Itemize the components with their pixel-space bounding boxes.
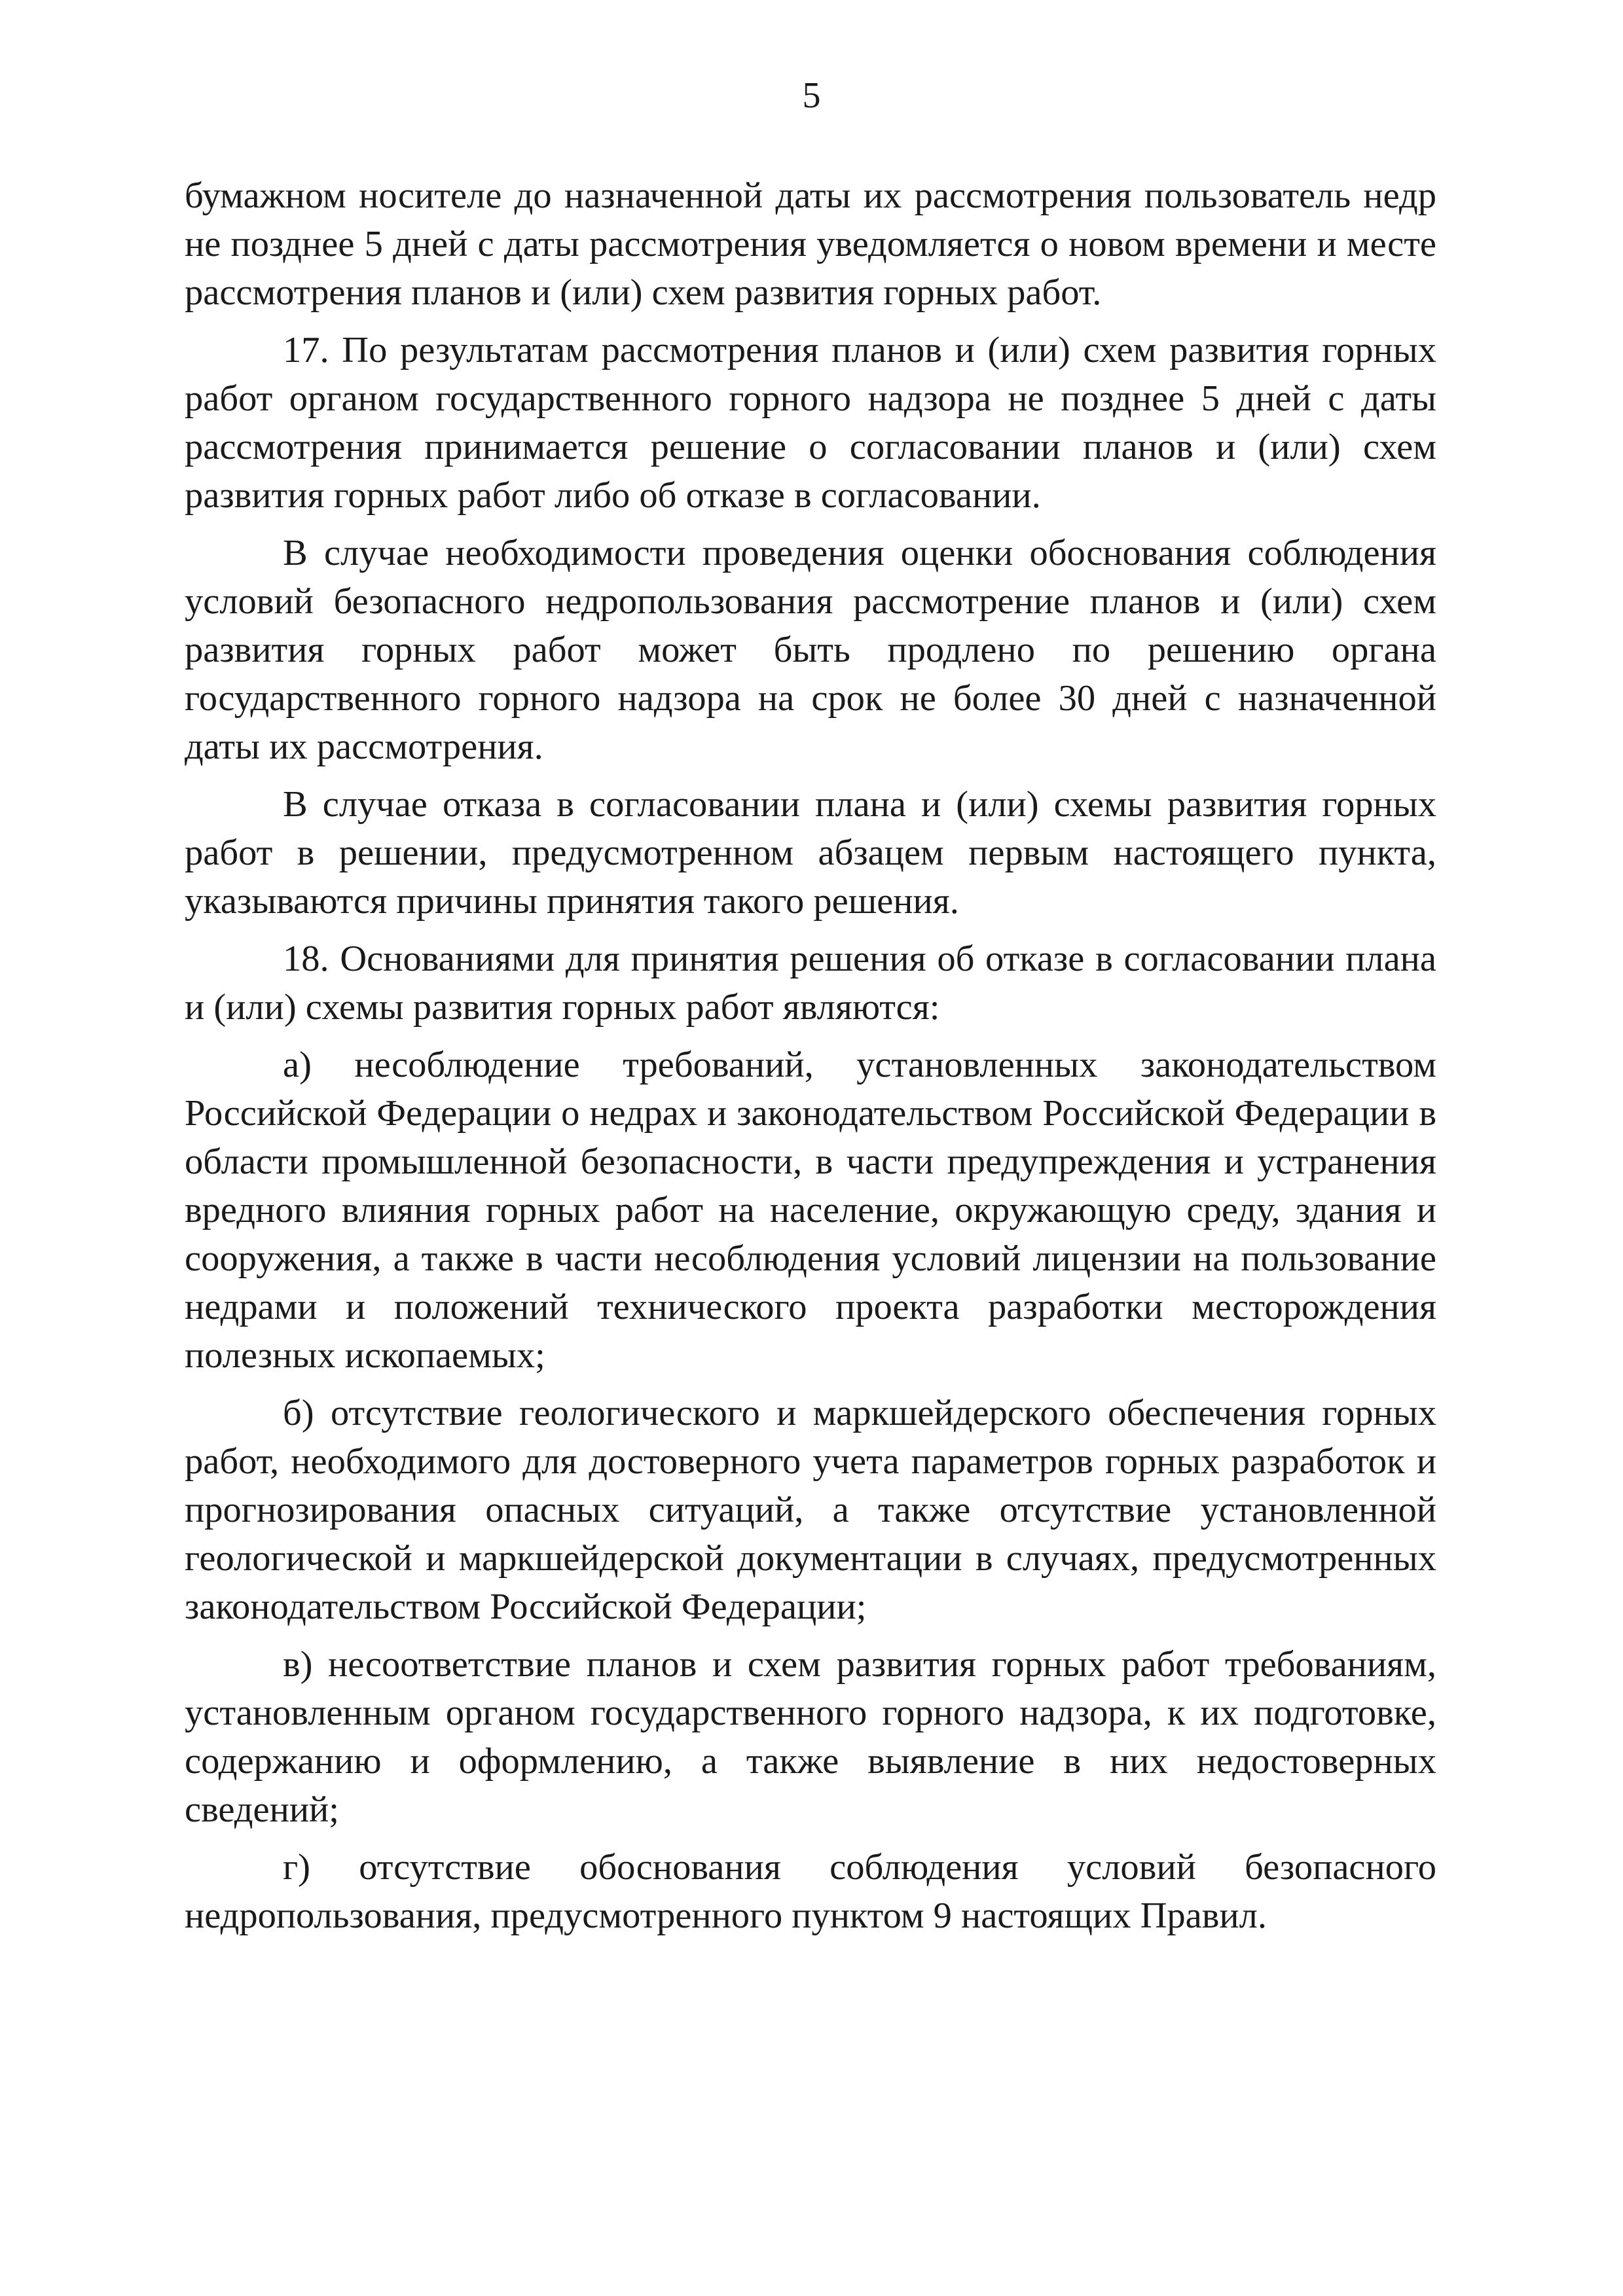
subitem-g: г) отсутствие обоснования соблюдения условий безопасного недропользования, предусмотренного пунктом 9 настоящих Правил.	[185, 1847, 1436, 1936]
paragraph-item-17: 17. По результатам рассмотрения планов и (или) схем развития горных работ органом государственного горного надзора не позднее 5 дней с даты рассмотрения принимается решение о согласовании планов и (или) схем развития горных работ либо об отказе в согласовании.	[185, 330, 1436, 516]
paragraph-extension: В случае необходимости проведения оценки обоснования соблюдения условий безопасного недропользования рассмотрение планов и (или) схем развития горных работ может быть продлено по решению органа государственного горного надзора на срок не более 30 дней с назначенной даты их рассмотрения.	[185, 533, 1436, 767]
subitem-b: б) отсутствие геологического и маркшейдерского обеспечения горных работ, необходимого для достоверного учета параметров горных разработок и прогнозирования опасных ситуаций, а также отсутствие установленной геологической и маркшейдерской документации в случаях, предусмотренных законодательством Российской Федерации;	[185, 1393, 1436, 1627]
document-body	[185, 171, 1436, 1949]
page-number: 5	[802, 75, 821, 116]
subitem-v: в) несоответствие планов и схем развития горных работ требованиям, установленным органом государственного горного надзора, к их подготовке, содержанию и оформлению, а также выявление в них недостоверных сведений;	[185, 1644, 1436, 1830]
paragraph-item-18: 18. Основаниями для принятия решения об отказе в согласовании плана и (или) схемы развития горных работ являются:	[185, 939, 1436, 1028]
paragraph-refusal-reasons: В случае отказа в согласовании плана и (или) схемы развития горных работ в решении, предусмотренном абзацем первым настоящего пункта, указываются причины принятия такого решения.	[185, 784, 1436, 922]
paragraph-continuation: бумажном носителе до назначенной даты их рассмотрения пользователь недр не позднее 5 дней с даты рассмотрения уведомляется о новом времени и месте рассмотрения планов и (или) схем развития горных работ.	[185, 175, 1436, 313]
subitem-a: а) несоблюдение требований, установленных законодательством Российской Федерации о недрах и законодательством Российской Федерации в области промышленной безопасности, в части предупреждения и устранения вредного влияния горных работ на население, окружающую среду, здания и сооружения, а также в части несоблюдения условий лицензии на пользование недрами и положений технического проекта разработки месторождения полезных ископаемых;	[185, 1045, 1436, 1376]
